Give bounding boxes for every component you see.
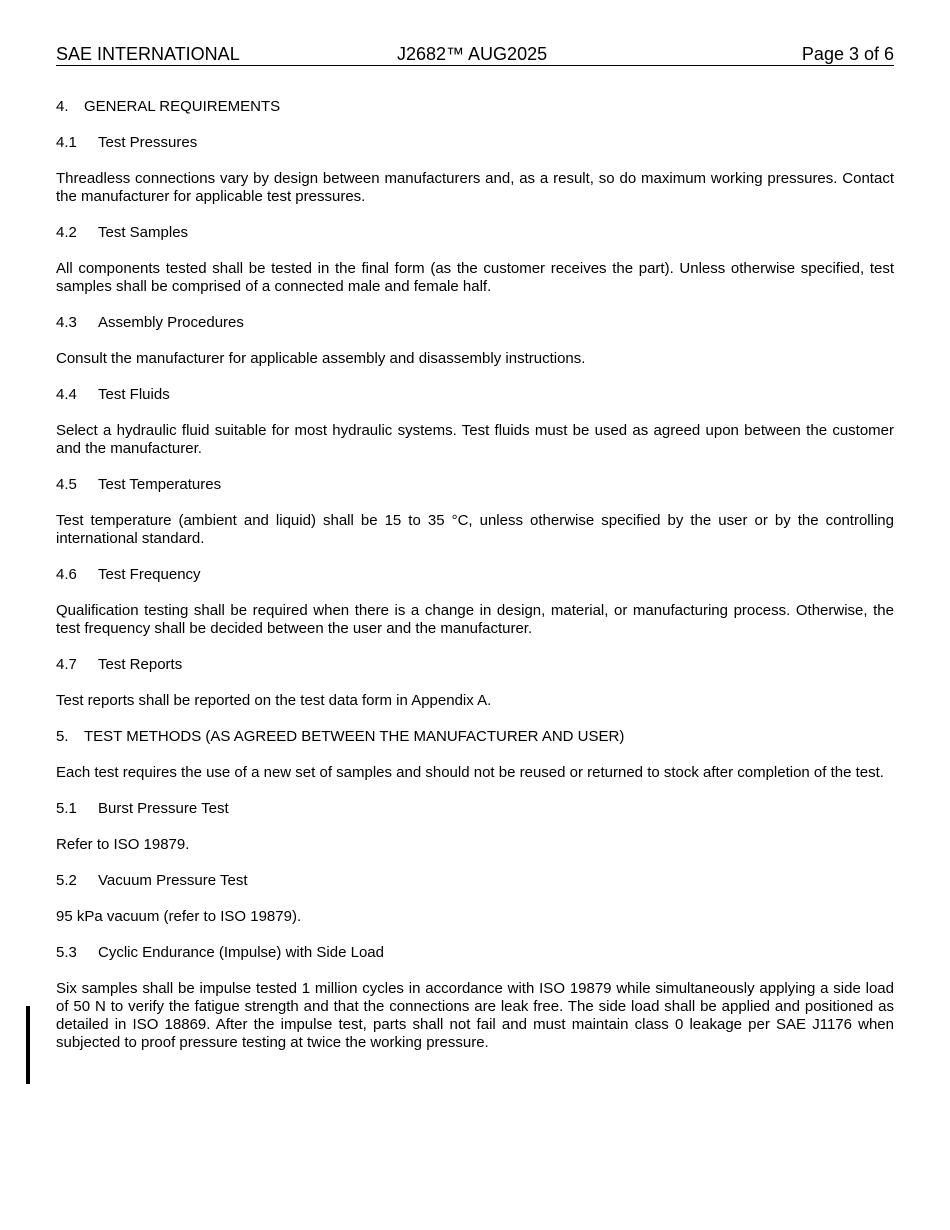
section-number: 4.4	[56, 386, 77, 403]
header-document-id: J2682™ AUG2025	[397, 44, 548, 64]
section-paragraph-4-4: Select a hydraulic fluid suitable for most hydraulic systems. Test fluids must be used as agreed upon between the customer and the manufacturer.	[56, 422, 894, 457]
section-number: 4.6	[56, 566, 77, 583]
section-title: Vacuum Pressure Test	[98, 872, 248, 889]
section-title: GENERAL REQUIREMENTS	[84, 98, 281, 115]
section-title: Cyclic Endurance (Impulse) with Side Load	[98, 944, 384, 961]
section-heading-5-3	[56, 944, 894, 962]
page-header	[56, 43, 894, 66]
section-number: 5.2	[56, 872, 77, 889]
section-number: 5.3	[56, 944, 77, 961]
section-paragraph-5-3: Six samples shall be impulse tested 1 million cycles in accordance with ISO 19879 while simultaneously applying a side load of 50 N to verify the fatigue strength and that the connections are leak free. The side load shall be applied and positioned as detailed in ISO 18869. After the impulse test, parts shall not fail and must maintain class 0 leakage per SAE J1176 when subjected to proof pressure testing at twice the working pressure.	[56, 980, 894, 1051]
section-paragraph-4-3: Consult the manufacturer for applicable assembly and disassembly instructions.	[56, 350, 586, 367]
section-paragraph-4-1: Threadless connections vary by design between manufacturers and, as a result, so do maximum working pressures. Contact the manufacturer for applicable test pressures.	[56, 170, 894, 205]
section-heading-4-3	[56, 314, 894, 332]
document-body	[56, 98, 894, 1070]
section-heading-5	[56, 728, 894, 746]
section-number: 4.3	[56, 314, 77, 331]
revision-change-bar	[26, 1006, 30, 1084]
section-number: 4.7	[56, 656, 77, 673]
section-number: 4.2	[56, 224, 77, 241]
section-title: Test Temperatures	[98, 476, 222, 493]
section-title: TEST METHODS (AS AGREED BETWEEN THE MANUFACTURER AND USER)	[84, 728, 625, 745]
section-number: 4.	[56, 98, 69, 115]
header-organization: SAE INTERNATIONAL	[56, 44, 240, 64]
section-title: Test Samples	[98, 224, 189, 241]
section-paragraph-4-2: All components tested shall be tested in the final form (as the customer receives the part). Unless otherwise specified, test samples shall be comprised of a connected male and female half.	[56, 260, 894, 295]
section-heading-4-6	[56, 566, 894, 584]
section-number: 4.1	[56, 134, 77, 151]
section-paragraph-5: Each test requires the use of a new set of samples and should not be reused or returned to stock after completion of the test.	[56, 764, 884, 781]
section-paragraph-4-7: Test reports shall be reported on the test data form in Appendix A.	[56, 692, 492, 709]
section-heading-4	[56, 98, 894, 116]
section-number: 5.	[56, 728, 69, 745]
section-title: Assembly Procedures	[98, 314, 244, 331]
section-heading-4-7	[56, 656, 894, 674]
section-number: 5.1	[56, 800, 77, 817]
section-paragraph-4-6: Qualification testing shall be required when there is a change in design, material, or manufacturing process. Otherwise, the test frequency shall be decided between the user and the manufacturer.	[56, 602, 894, 637]
section-heading-4-4	[56, 386, 894, 404]
section-paragraph-4-5: Test temperature (ambient and liquid) shall be 15 to 35 °C, unless otherwise specified by the user or by the controlling international standard.	[56, 512, 894, 547]
section-title: Test Frequency	[98, 566, 201, 583]
section-paragraph-5-2: 95 kPa vacuum (refer to ISO 19879).	[56, 908, 302, 925]
section-title: Test Pressures	[98, 134, 198, 151]
section-title: Test Reports	[98, 656, 183, 673]
section-heading-4-1	[56, 134, 894, 152]
section-number: 4.5	[56, 476, 77, 493]
section-heading-4-5	[56, 476, 894, 494]
section-title: Test Fluids	[98, 386, 170, 403]
section-paragraph-5-1: Refer to ISO 19879.	[56, 836, 190, 853]
section-heading-4-2	[56, 224, 894, 242]
header-page-number: Page 3 of 6	[801, 44, 894, 64]
section-heading-5-2	[56, 872, 894, 890]
section-title: Burst Pressure Test	[98, 800, 229, 817]
section-heading-5-1	[56, 800, 894, 818]
